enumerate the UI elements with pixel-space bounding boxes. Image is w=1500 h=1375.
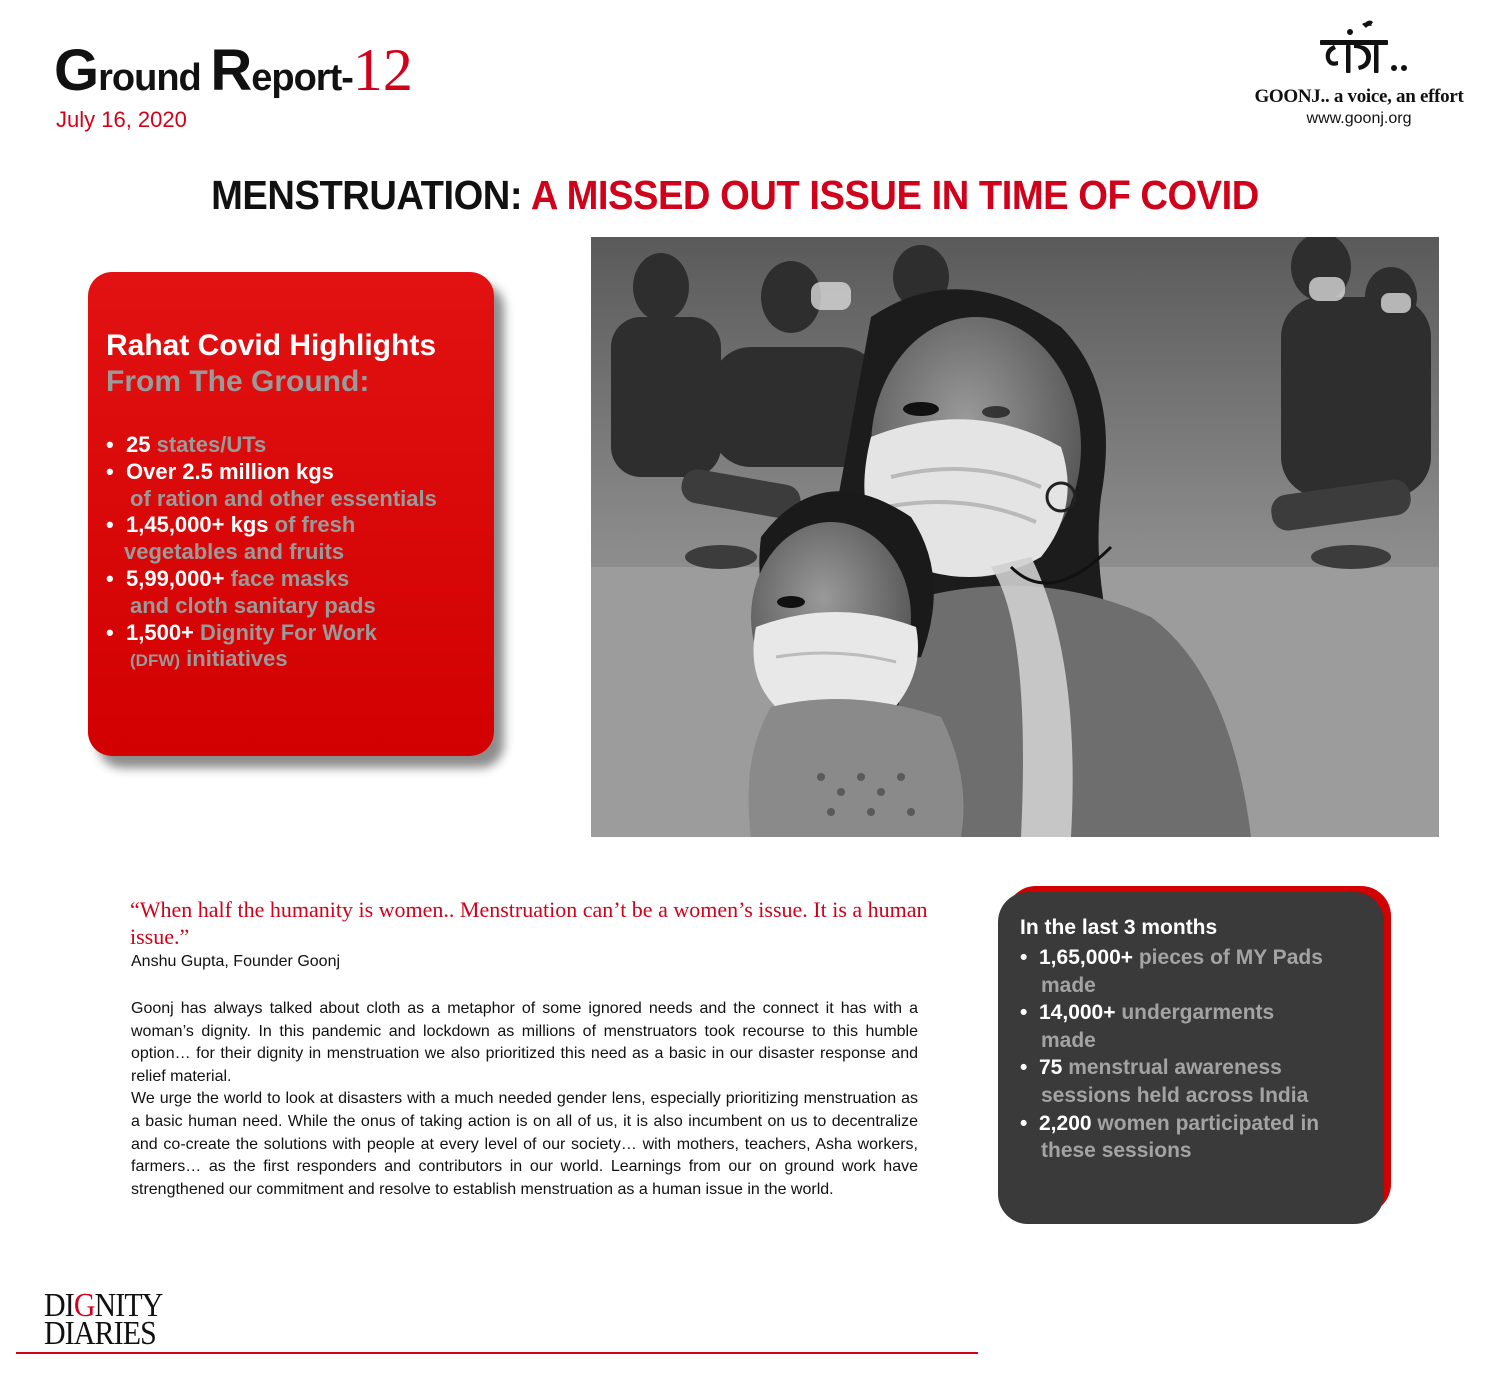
goonj-script-icon [1254,18,1464,82]
stats-title: In the last 3 months [1020,916,1218,939]
highlight-label-abbr: (DFW) [130,651,181,671]
goonj-logo [1254,18,1464,128]
highlight-value: 1,45,000+ kgs [126,512,269,538]
highlights-title-line1: Rahat Covid Highlights [106,329,436,362]
highlight-value: 1,500+ [126,619,194,645]
highlight-label: of ration and other essentials [130,485,437,511]
rahat-highlights-box [88,272,494,756]
highlight-label: face masks [230,565,350,591]
list-item [104,432,437,459]
highlight-value: 5,99,000+ [126,565,225,591]
logo-di: DI [44,1287,74,1324]
logo-url[interactable]: www.goonj.org [1306,110,1412,127]
title-initial-g: G [54,38,99,103]
title-initial-r: R [210,38,252,103]
mother-child-masks-photo [591,237,1439,837]
highlight-value: 25 [126,432,151,457]
title-eport: eport- [251,57,353,99]
headline [51,172,1418,219]
highlight-label-cont: and cloth sanitary pads [130,592,376,618]
highlight-label: Dignity For Work [200,619,377,645]
highlight-label: states/UTs [156,432,267,457]
stat-label: menstrual awareness [1068,1056,1282,1080]
body-paragraph-1: Goonj has always talked about cloth as a metaphor of some ignored needs and the connect it has with a woman’s dignity. In this pandemic and lockdown as millions of menstruators took recourse to this humble option… for their dignity in menstruation we also prioritized this need as a basic in our disaster response and relief material. [131,1000,918,1085]
report-date: July 16, 2020 [56,107,187,132]
body-text [131,998,918,1201]
list-item [104,566,437,620]
headline-lead: MENSTRUATION: [211,172,531,218]
stat-value: 14,000+ [1039,1001,1116,1025]
stat-value: 1,65,000+ [1039,946,1134,969]
stat-label-cont: made [1041,973,1096,997]
list-item [1020,999,1323,1054]
dignity-diaries-logo [44,1287,179,1352]
logo-diaries: DIARIES [44,1315,156,1352]
list-item [104,620,437,676]
highlight-label-cont: vegetables and fruits [124,539,345,565]
logo-tagline: GOONJ.. a voice, an effort [1254,86,1464,107]
body-paragraph-2: We urge the world to look at disasters with a much needed gender lens, especially prioritizing menstruation as a basic human need. While the onus of taking action is on all of us, it is also incumbent on us to decentralize and co-create the solutions with people at every level of our society… with mothers, teachers, Asha workers, farmers… as the first responders and contributors in our world. Learnings from our on ground work have strengthened our commitment and resolve to establish menstruation as a human issue in the world. [131,1090,918,1198]
highlights-list [104,432,437,675]
logo-nity: NITY [94,1287,163,1324]
founder-quote: “When half the humanity is women.. Menstruation can’t be a women’s issue. It is a human issue.” [130,897,928,949]
stat-label: undergarments [1121,1001,1275,1025]
highlight-label-cont: initiatives [186,646,288,672]
logo-g: G [73,1287,95,1324]
title-round: round [98,57,211,99]
list-item [104,459,437,513]
list-item [1020,944,1323,999]
stat-label: women participated in [1097,1111,1320,1135]
list-item [1020,1110,1323,1165]
headline-emphasis: A MISSED OUT ISSUE IN TIME OF COVID [530,172,1259,218]
stat-label-cont: sessions held across India [1041,1083,1309,1107]
stat-label-cont: these sessions [1041,1139,1192,1163]
stat-value: 75 [1039,1056,1063,1080]
report-title [54,37,413,103]
last-3-months-box [998,886,1391,1224]
stat-label: pieces of MY Pads [1138,946,1323,969]
highlights-title-line2: From The Ground: [106,365,370,398]
list-item [1020,1054,1323,1109]
stat-value: 2,200 [1039,1111,1092,1135]
highlight-value: Over 2.5 million kgs [126,458,334,484]
stats-box-panel [998,892,1384,1224]
report-number: 12 [352,37,413,103]
highlights-title [106,328,436,400]
highlight-label: of fresh [274,512,356,538]
quote-author: Anshu Gupta, Founder Goonj [131,953,341,970]
footer-divider [16,1352,978,1354]
stat-label-cont: made [1041,1028,1096,1052]
stats-list [1020,944,1323,1165]
list-item [104,512,437,566]
